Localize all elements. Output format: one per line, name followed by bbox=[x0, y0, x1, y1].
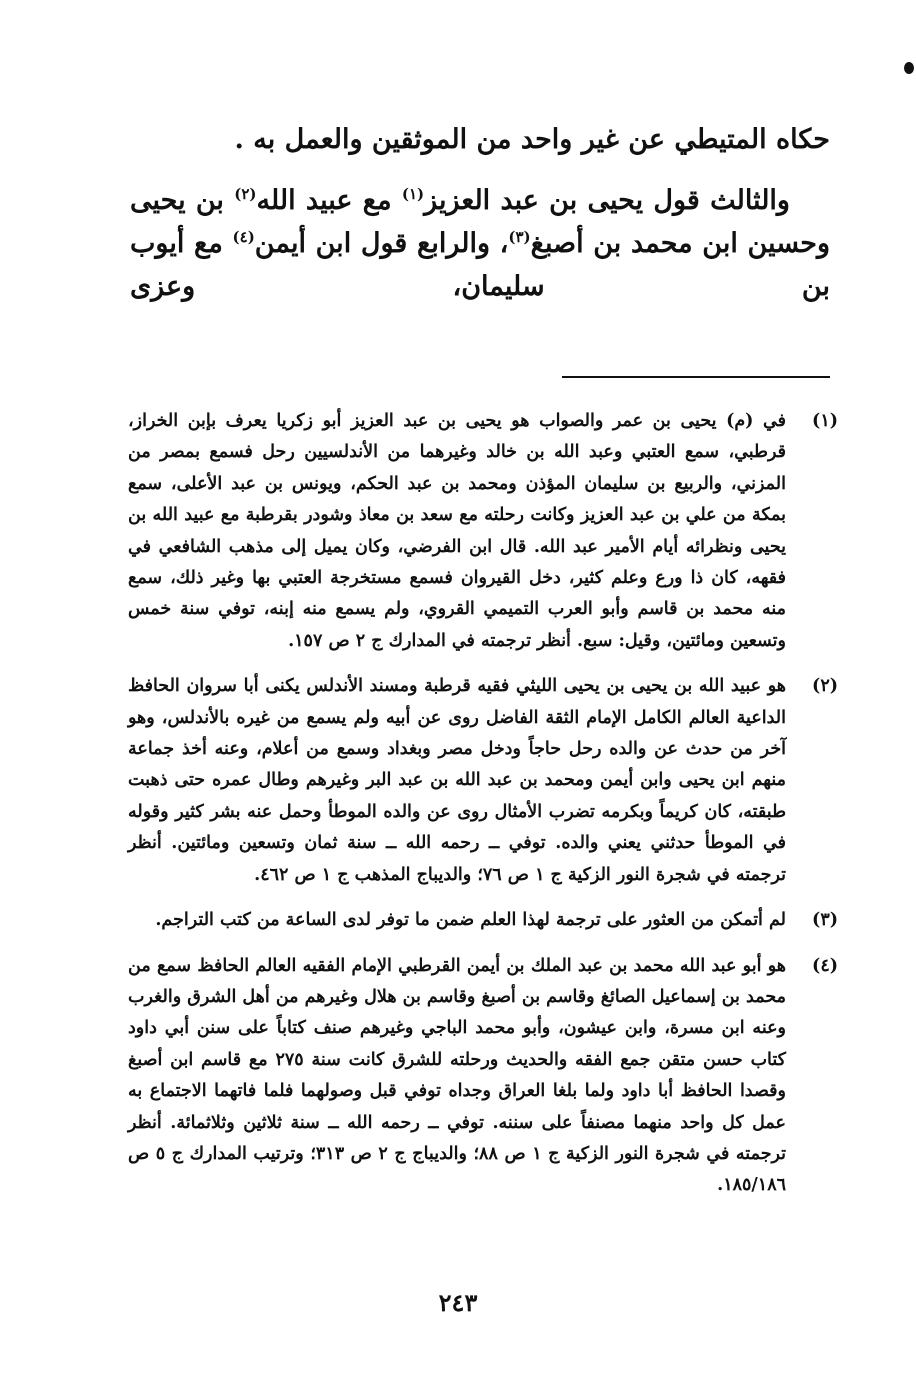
page-number: ٢٤٣ bbox=[438, 1288, 478, 1317]
footnote-number: (٢) bbox=[812, 676, 838, 697]
main-paragraph-1: حكاه المتيطي عن غير واحد من الموثقين والعمل به . bbox=[234, 124, 830, 155]
text-segment: ، والرابع قول ابن أيمن bbox=[254, 228, 509, 259]
main-text bbox=[130, 118, 830, 308]
text-segment: مع أيوب بن سليمان، وعزى bbox=[130, 228, 830, 302]
footnote-separator bbox=[562, 376, 830, 378]
footnote-text: في (م) يحيى بن عمر والصواب هو يحيى بن عبد العزيز أبو زكريا يعرف بإبن الخراز، قرطبي، سمع العتبي وعبد الله بن خالد وغيرهما من الأندلسيين رحل فسمع بمصر من المزني، والربيع بن سليمان المؤذن ومحمد بن عبد الحكم، ويونس بن عبد الأعلى، سمع بمكة من علي بن عبد العزيز وكانت رحلته مع سعد بن معاذ وشودر بقرطبة مع عبيد الله بن يحيى ونظرائه أيام الأمير عبد الله. قال ابن الفرضي، وكان يميل إلى مذهب الشافعي في فقهه، كان ذا ورع وعلم كثير، دخل القيروان فسمع مستخرجة العتبي بها وغير ذلك، سمع منه محمد بن قاسم وأبو العرب التميمي القروي، ولم يسمع منه إبنه، توفي سنة خمس وتسعين ومائتين، وقيل: سبع. أنظر ترجمته في المدارك ج ٢ ص ١٥٧. bbox=[128, 411, 786, 651]
footnote-3 bbox=[128, 905, 838, 936]
footnotes bbox=[128, 406, 838, 1216]
text-segment: مع عبيد الله bbox=[256, 185, 402, 216]
footnote-text: هو أبو عبد الله محمد بن عبد الملك بن أيمن القرطبي الإمام الفقيه العالم الحافظ سمع من محمد بن إسماعيل الصائغ وقاسم بن أصبغ وقاسم بن هلال وغيرهم من أهل الشرق والغرب وعنه ابن مسرة، وابن عيشون، وأبو محمد الباجي وغيرهم صنف كتاباً على سنن أبي داود كتاب حسن متقن جمع الفقه والحديث ورحلته للشرق كانت سنة ٢٧٥ مع قاسم ابن أصبغ وقصدا الحافظ أبا داود ولما بلغا العراق وجداه توفي قبل وصولهما فلما فاتهما الاجتماع به عمل كل واحد منهما مصنفاً على سننه. توفي ــ رحمه الله ــ سنة ثلاثين وثلاثمائة. أنظر ترجمته في شجرة النور الزكية ج ١ ص ٨٨؛ والديباج ج ٢ ص ٣١٣؛ وترتيب المدارك ج ٥ ص ١٨٥/١٨٦. bbox=[127, 955, 787, 1196]
footnote-text: هو عبيد الله بن يحيى بن يحيى الليثي فقيه قرطبة ومسند الأندلس يكنى أبا سروان الحافظ الداعية العالم الكامل الإمام الثقة الفاضل روى عن أبيه ولم يسمع من غيره بالأندلس، وهو آخر من حدث عن والده رحل حاجاً ودخل مصر وبغداد وسمع من أعلام، وعنه أخذ جماعة منهم ابن يحيى وابن أيمن ومحمد بن عبد الله بن عبد البر وغيرهم وطال عمره حتى ذهبت طبقته، كان كريماً وبكرمه تضرب الأمثال روى عن والده الموطأ وحمل عنه بشر كثير وقوله في الموطأ حدثني يعني والده. توفي ــ رحمه الله ــ سنة ثمان وتسعين ومائتين. أنظر ترجمته في شجرة النور الزكية ج ١ ص ٧٦؛ والديباج المذهب ج ١ ص ٤٦٢. bbox=[128, 676, 786, 885]
footnote-2 bbox=[128, 671, 838, 891]
footnote-4 bbox=[128, 951, 838, 1202]
footnote-ref-4: (٤) bbox=[232, 228, 255, 246]
footnote-number: (٣) bbox=[812, 910, 838, 931]
main-paragraph-2 bbox=[130, 179, 830, 308]
text-segment: والثالث قول يحيى بن عبد العزيز bbox=[424, 185, 790, 216]
footnote-number: (١) bbox=[812, 411, 838, 431]
footnote-1 bbox=[128, 406, 838, 657]
footnote-number: (٤) bbox=[812, 955, 838, 976]
margin-dot bbox=[904, 62, 914, 74]
footnote-ref-3: (٣) bbox=[508, 228, 531, 246]
footnote-ref-2: (٢) bbox=[234, 185, 257, 203]
text-segment: بن يحيى وحسين ابن محمد بن أصبغ bbox=[130, 185, 831, 259]
footnote-text: لم أتمكن من العثور على ترجمة لهذا العلم ضمن ما توفر لدى الساعة من كتب التراجم. bbox=[155, 910, 786, 931]
footnote-ref-1: (١) bbox=[401, 185, 425, 203]
